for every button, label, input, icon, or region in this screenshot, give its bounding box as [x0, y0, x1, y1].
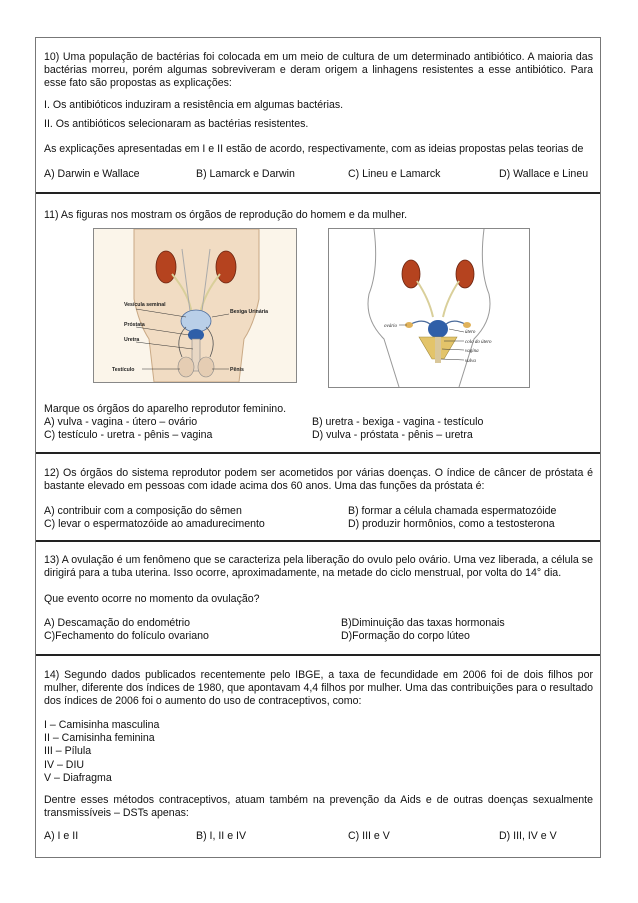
- q13-option-d[interactable]: D)Formação do corpo lúteo: [341, 630, 470, 642]
- separator: [36, 192, 600, 194]
- q13-stem: 13) A ovulação é um fenômeno que se caracteriza pela liberação do ovulo pelo ovário. Uma vez liberada, a célula se dirigirá para a tuba uterina. Isso ocorre, aproximadamente, na metade do ciclo menstrual, por volta do 14° dia.: [44, 554, 593, 580]
- q14-options: [44, 830, 593, 844]
- q11-prompt: Marque os órgãos do aparelho reprodutor feminino.: [44, 403, 287, 415]
- q10-option-d[interactable]: D) Wallace e Lineu: [499, 168, 589, 180]
- male-reproductive-figure: [93, 228, 297, 383]
- q14-option-d[interactable]: D) III, IV e V: [499, 830, 557, 842]
- label-utero: útero: [465, 330, 476, 335]
- q13-option-b[interactable]: B)Diminuição das taxas hormonais: [341, 617, 505, 629]
- q14-prompt: Dentre esses métodos contraceptivos, atuam também na prevenção da Aids e de outras doenças sexualmente transmissíveis – DSTs apenas:: [44, 794, 593, 820]
- q11-option-c[interactable]: C) testículo - uretra - pênis – vagina: [44, 429, 213, 441]
- q14-option-b[interactable]: B) I, II e IV: [196, 830, 247, 842]
- q14-item-2: II – Camisinha feminina: [44, 732, 155, 745]
- q13-options-row2: [44, 630, 593, 644]
- q10-prompt-block: [44, 143, 593, 156]
- q10-option-b[interactable]: B) Lamarck e Darwin: [196, 168, 295, 180]
- female-anatomy-illustration: [329, 229, 529, 387]
- q12-option-c[interactable]: C) levar o espermatozóide ao amadurecimento: [44, 518, 265, 530]
- q10-prompt: As explicações apresentadas em I e II estão de acordo, respectivamente, com as ideias propostas pelas teorias de: [44, 143, 584, 155]
- label-vulva: vulva: [465, 359, 476, 364]
- q13-option-a[interactable]: A) Descamação do endométrio: [44, 617, 191, 629]
- q11-options-row1: [44, 416, 593, 430]
- q13-prompt: Que evento ocorre no momento da ovulação?: [44, 593, 260, 605]
- q11-options-row2: [44, 429, 593, 443]
- separator: [36, 654, 600, 656]
- q11-stem-block: [44, 209, 593, 222]
- label-testiculo: Testículo: [112, 367, 135, 373]
- q10-options: [44, 168, 593, 182]
- label-uretra: Uretra: [124, 337, 140, 343]
- q12-option-d[interactable]: D) produzir hormônios, como a testosterona: [348, 518, 555, 530]
- q10-item-2-block: [44, 118, 593, 131]
- q11-option-d[interactable]: D) vulva - próstata - pênis – uretra: [312, 429, 473, 441]
- q12-options-row1: [44, 505, 593, 519]
- q13-options-row1: [44, 617, 593, 631]
- q10-stem: 10) Uma população de bactérias foi colocada em um meio de cultura de um determinado antibiótico. A maioria das bactérias morreu, porém algumas sobreviveram e deram origem a linhagens resistentes a esse antibiótico. Para esse fato são propostas as explicações:: [44, 51, 593, 90]
- q12-stem-block: [44, 467, 593, 493]
- q10-item-2: II. Os antibióticos selecionaram as bactérias resistentes.: [44, 118, 309, 130]
- label-bexiga: Bexiga Urinária: [230, 309, 269, 315]
- q12-option-b[interactable]: B) formar a célula chamada espermatozóide: [348, 505, 557, 517]
- q12-stem: 12) Os órgãos do sistema reprodutor podem ser acometidos por várias doenças. O índice de câncer de próstata é bastante elevado em pessoas com idade acima dos 60 anos. Uma das funções da próstata é:: [44, 467, 593, 493]
- q14-item-4: IV – DIU: [44, 758, 85, 771]
- label-ovario: ovário: [384, 324, 398, 329]
- q10-item-1: I. Os antibióticos induziram a resistência em algumas bactérias.: [44, 99, 344, 111]
- label-prostata: Próstata: [124, 322, 145, 328]
- q14-items: [44, 719, 593, 785]
- q11-option-b[interactable]: B) uretra - bexiga - vagina - testículo: [312, 416, 484, 428]
- q14-stem-block: [44, 669, 593, 709]
- q13-prompt-block: [44, 593, 593, 606]
- q10-option-a[interactable]: A) Darwin e Wallace: [44, 168, 140, 180]
- q12-options-row2: [44, 518, 593, 532]
- q13-stem-block: [44, 554, 593, 580]
- q14-prompt-block: [44, 794, 593, 820]
- q14-item-3: III – Pílula: [44, 745, 92, 758]
- q14-item-5: V – Diafragma: [44, 771, 112, 784]
- q14-option-a[interactable]: A) I e II: [44, 830, 79, 842]
- male-anatomy-illustration: [94, 229, 296, 382]
- q11-option-a[interactable]: A) vulva - vagina - útero – ovário: [44, 416, 198, 428]
- q10-option-c[interactable]: C) Lineu e Lamarck: [348, 168, 441, 180]
- separator: [36, 452, 600, 454]
- q11-stem: 11) As figuras nos mostram os órgãos de reprodução do homem e da mulher.: [44, 209, 408, 221]
- label-vagina: vagina: [465, 349, 479, 354]
- q10-item-1-block: [44, 99, 593, 112]
- q13-option-c[interactable]: C)Fechamento do folículo ovariano: [44, 630, 209, 642]
- q14-stem: 14) Segundo dados publicados recentemente pelo IBGE, a taxa de fecundidade em 2006 foi de dois filhos por mulher, diferente dos índices de 1980, que apontavam 4,4 filhos por mulher. Uma das contribuições para o resultado dos índices de 2006 foi o aumento do uso de contraceptivos, como:: [44, 669, 593, 708]
- female-reproductive-figure: [328, 228, 530, 388]
- q14-option-c[interactable]: C) III e V: [348, 830, 390, 842]
- q11-prompt-block: [44, 403, 593, 416]
- separator: [36, 540, 600, 542]
- q14-item-1: I – Camisinha masculina: [44, 719, 160, 731]
- q12-option-a[interactable]: A) contribuir com a composição do sêmen: [44, 505, 242, 517]
- label-colo: colo do útero: [465, 340, 492, 345]
- q10-stem-block: [44, 51, 593, 91]
- label-vesicula: Vesícula seminal: [124, 302, 166, 308]
- label-penis: Pênis: [230, 367, 244, 373]
